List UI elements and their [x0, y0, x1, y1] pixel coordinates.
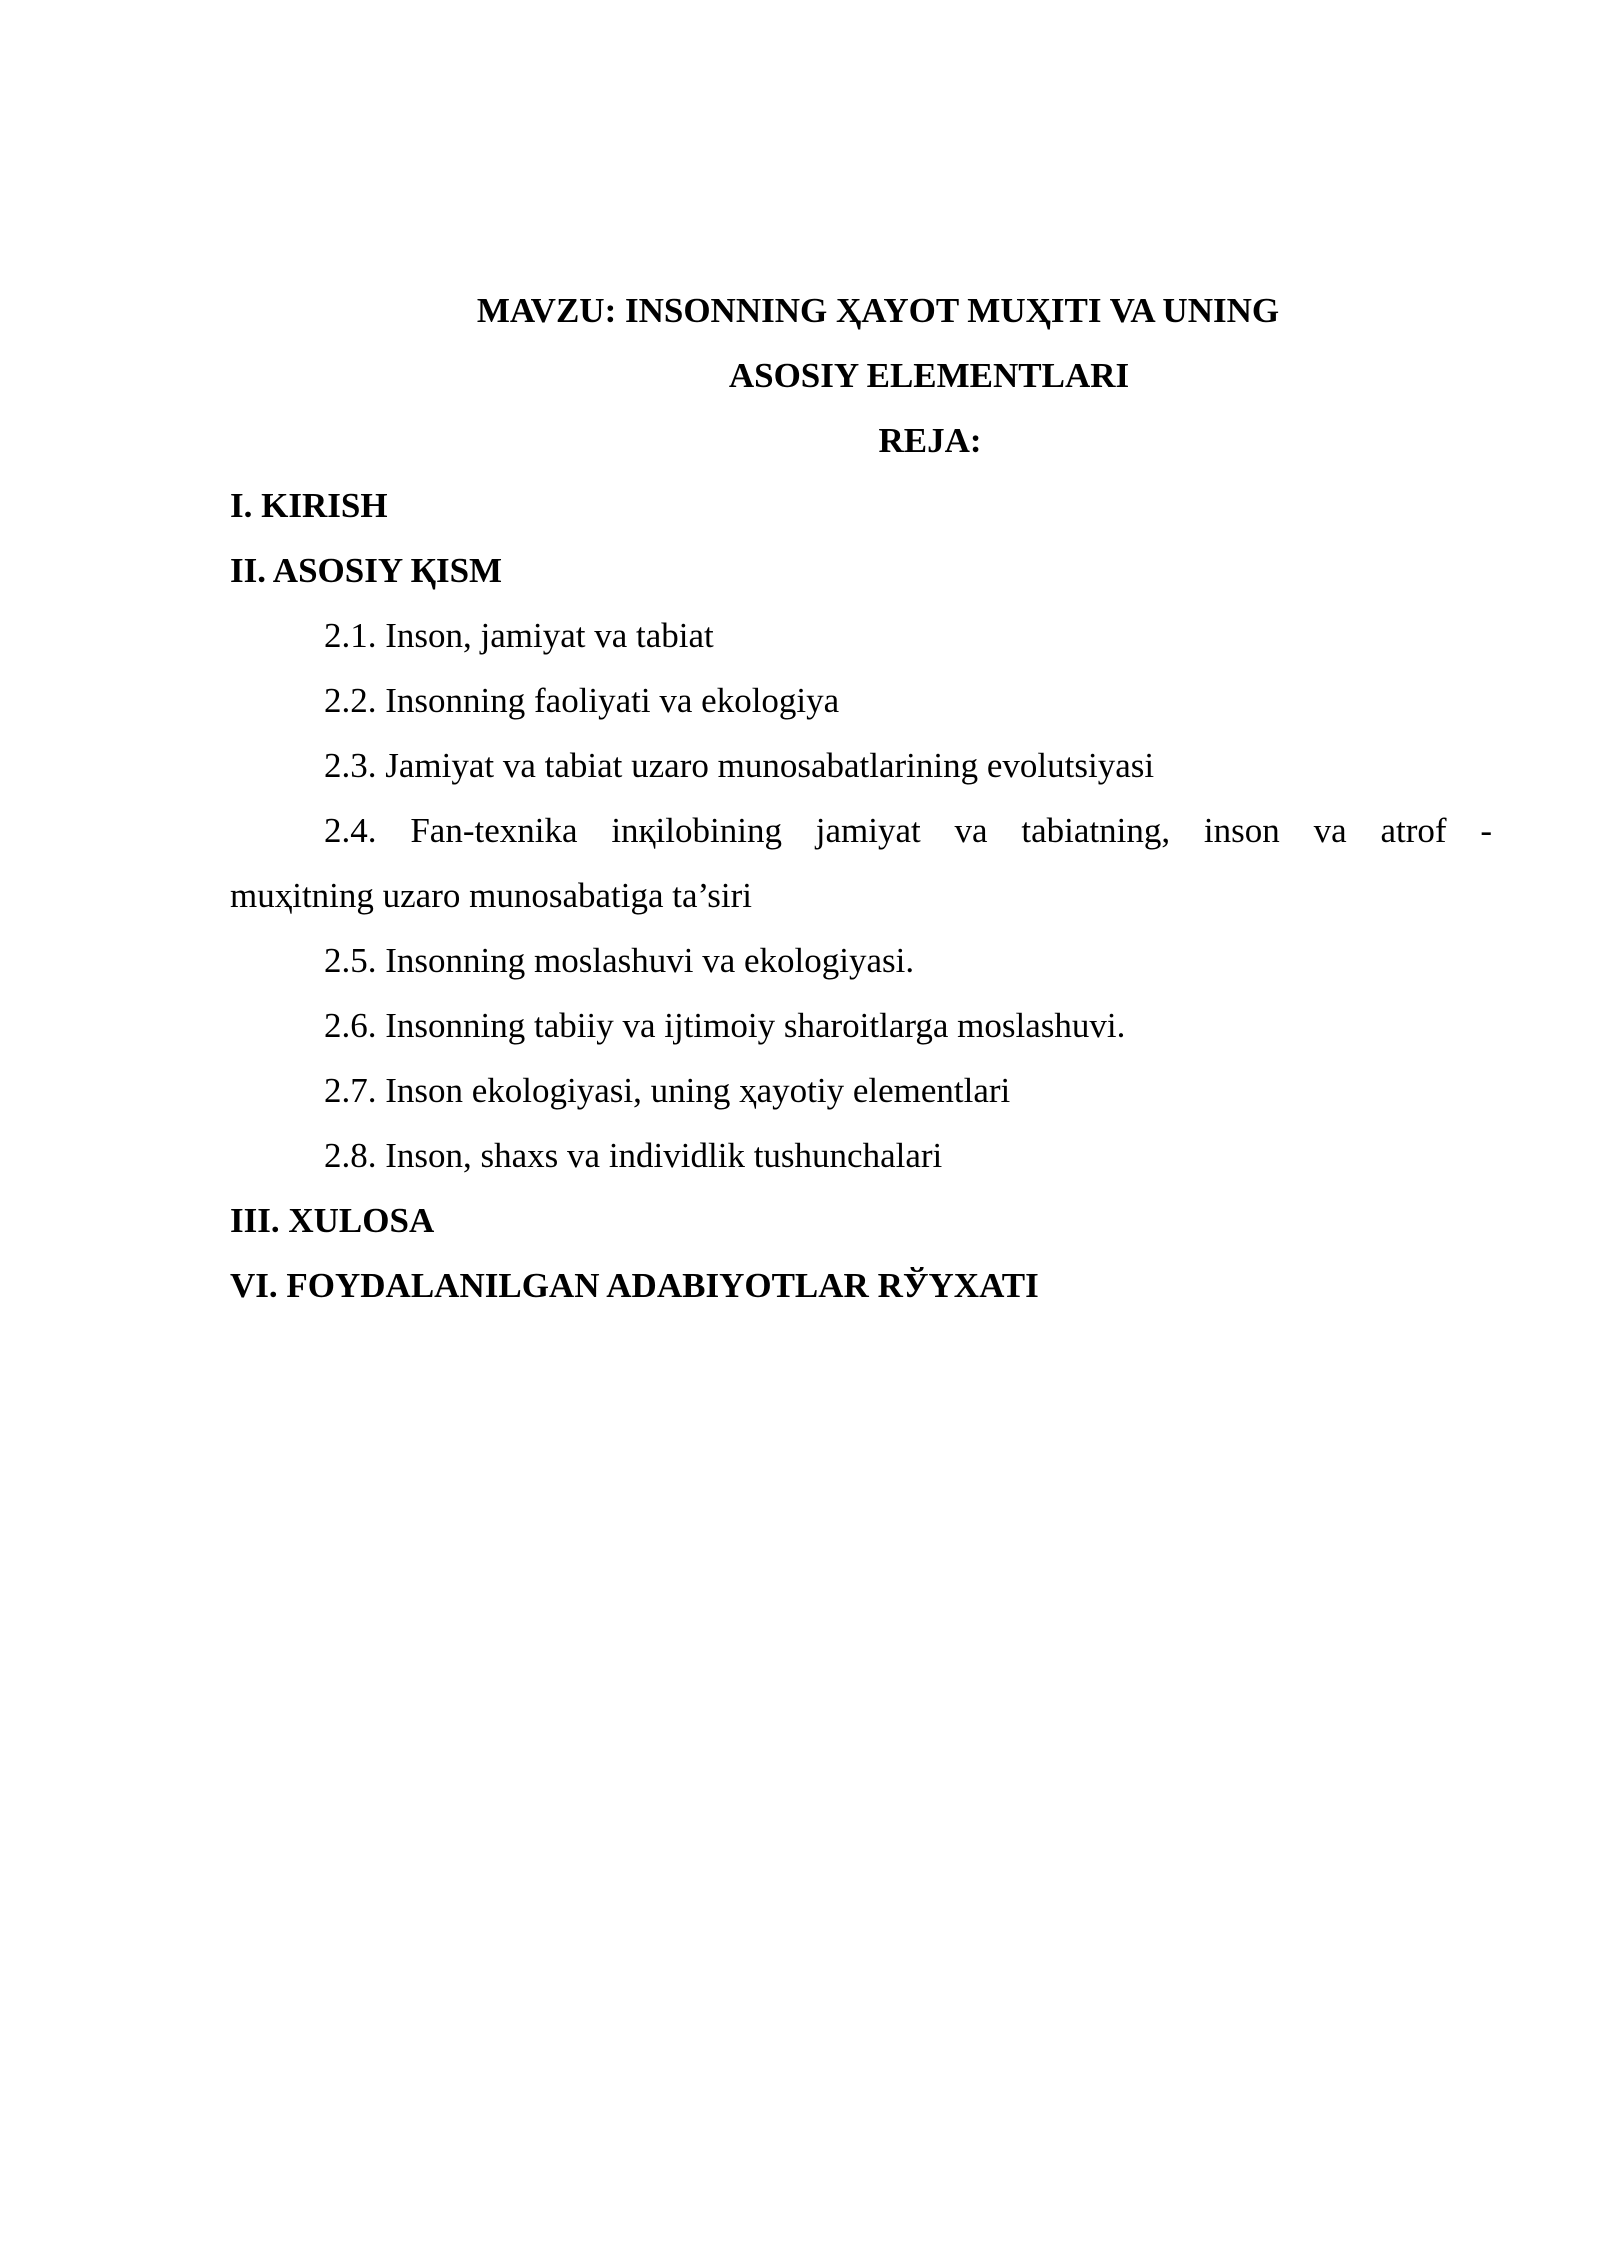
subsection-item: 2.5. Insonning moslashuvi va ekologiyasi. [324, 941, 915, 980]
topic-title-line-2: ASOSIY ELEMENTLARI [728, 356, 1130, 395]
word: Fan-texnika [410, 811, 578, 850]
section-main-part: II. ASOSIY ҚISM [230, 551, 503, 590]
subsection-item: 2.8. Inson, shaxs va individlik tushunchalari [324, 1136, 943, 1175]
word: va [1313, 811, 1347, 850]
subsection-item: 2.2. Insonning faoliyati va ekologiya [324, 681, 840, 720]
word: 2.4. [324, 811, 377, 850]
topic-title-line-1: MAVZU: INSONNING ҲAYOT MUҲITI VA UNING [476, 291, 1280, 330]
section-introduction: I. KIRISH [230, 486, 388, 525]
plan-heading: REJA: [878, 421, 982, 460]
word: jamiyat [815, 811, 921, 850]
word: - [1480, 811, 1492, 850]
document-body [230, 278, 1492, 1318]
word: atrof [1380, 811, 1447, 850]
subsection-item: 2.7. Inson ekologiyasi, uning ҳayotiy elementlari [324, 1071, 1011, 1110]
word: inson [1203, 811, 1280, 850]
subsection-item: 2.3. Jamiyat va tabiat uzaro munosabatlarining evolutsiyasi [324, 746, 1155, 785]
word: va [954, 811, 988, 850]
section-references: VI. FOYDALANILGAN ADABIYOTLAR RЎYXATI [230, 1266, 1039, 1305]
subsection-item-2-4-continuation: muҳitning uzaro munosabatiga ta’siri [230, 876, 752, 915]
subsection-item: 2.1. Inson, jamiyat va tabiat [324, 616, 714, 655]
subsection-item: 2.6. Insonning tabiiy va ijtimoiy sharoitlarga moslashuvi. [324, 1006, 1126, 1045]
word: inқilobining [611, 811, 782, 850]
word: tabiatning, [1021, 811, 1171, 850]
section-conclusion: III. XULOSA [230, 1201, 435, 1240]
subsection-item-2-4 [230, 798, 1492, 863]
